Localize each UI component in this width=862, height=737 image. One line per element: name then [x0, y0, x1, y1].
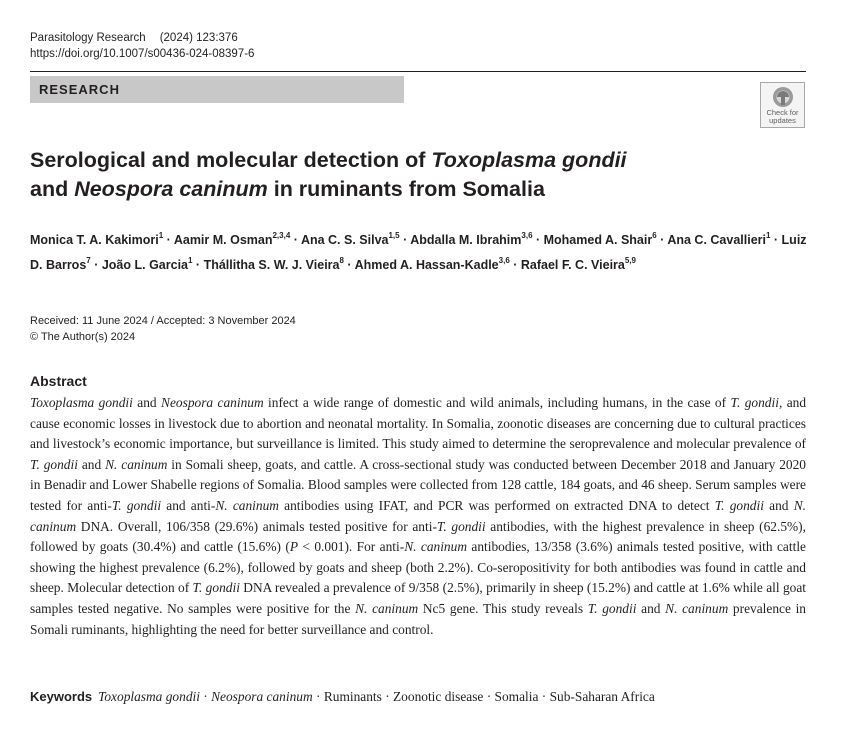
keyword-separator: · [312, 689, 324, 704]
abstract-text-run: antibodies, with the highest prevalence in sheep (62.5%), followed by goats (30.4%) and cattle (15.6%) ( [30, 518, 806, 555]
keywords-label: Keywords [30, 689, 93, 704]
keyword-separator: · [199, 689, 212, 704]
author-entry[interactable] [544, 233, 657, 247]
abstract-text-run: antibodies using IFAT, and PCR was performed on extracted DNA to detect [278, 497, 715, 513]
article-type-banner [30, 76, 404, 103]
journal-meta [30, 30, 254, 62]
author-name: Aamir M. Osman [173, 233, 273, 248]
received-accepted-dates: Received: 11 June 2024 / Accepted: 3 November 2024 [30, 315, 296, 327]
keyword-separator: · [483, 689, 495, 704]
author-entry[interactable] [410, 233, 532, 247]
keyword: Sub-Saharan Africa [549, 689, 655, 704]
author-name: Monica T. A. Kakimori [30, 233, 159, 248]
abstract-italic-term: T. gondii [111, 497, 162, 513]
abstract-text-run: and [763, 497, 794, 513]
abstract-italic-term: Neospora caninum [161, 395, 264, 410]
author-separator: · [656, 233, 668, 248]
author-name: Ana C. Cavallieri [667, 233, 766, 248]
author-entry[interactable] [30, 233, 163, 247]
author-entry[interactable] [174, 233, 290, 247]
author-affiliation: 7 [86, 256, 91, 266]
author-affiliation: 3,6 [498, 256, 510, 266]
keyword: Zoonotic disease [393, 689, 484, 704]
author-name: Luiz D. Barros [30, 233, 807, 273]
article-title [30, 146, 750, 204]
abstract-text-run: < 0.001). For anti- [298, 539, 405, 555]
author-separator: · [163, 233, 174, 248]
author-separator: · [192, 258, 204, 273]
keywords-line [30, 687, 810, 707]
author-list [30, 226, 810, 276]
abstract-italic-term: T. gondii [436, 518, 486, 534]
author-separator: · [399, 233, 411, 248]
keyword-separator: · [538, 689, 550, 704]
title-species1: Toxoplasma gondii [431, 148, 627, 172]
title-part3: in ruminants from Somalia [267, 177, 545, 201]
author-separator: · [90, 258, 102, 273]
keyword: Ruminants [323, 689, 382, 704]
author-separator: · [532, 233, 544, 248]
abstract-italic-term: N. caninum [215, 497, 279, 513]
abstract-italic-term: N. caninum [30, 497, 806, 534]
author-separator: · [290, 233, 301, 248]
author-name: João L. Garcia [101, 258, 188, 273]
author-affiliation: 8 [339, 256, 344, 266]
header-rule [30, 71, 806, 72]
journal-name: Parasitology Research [30, 32, 146, 44]
author-affiliation: 2,3,4 [272, 231, 291, 240]
abstract-italic-term: T. gondii [30, 456, 78, 472]
keywords-list [98, 689, 655, 704]
abstract-italic-term: N. caninum [105, 456, 168, 472]
author-name: Mohamed A. Shair [543, 233, 653, 248]
check-for-updates-text [761, 109, 804, 125]
journal-citation-line [30, 30, 254, 46]
abstract-italic-term: Toxoplasma gondii [30, 395, 133, 410]
title-part2: and [30, 177, 75, 201]
keyword-separator: · [381, 689, 393, 704]
title-part1: Serological and molecular detection of [30, 148, 432, 172]
abstract-italic-term: N. caninum [355, 600, 419, 616]
abstract-text-run: antibodies, 13/358 (3.6%) animals tested positive, with cattle showing the highest prevalence (6.2%), followed by goats and sheep (both 2.2%). Co-seropositivity for both antibodies was found in cattle and sheep. Molecular detection of [30, 539, 806, 596]
abstract-italic-term: P [289, 539, 298, 555]
abstract-text-run: , and cause economic losses in livestock due to abortion and neonatal mortality. In Somalia, zoonotic diseases are concerning due to cultural practices and livestock’s economic importance, but surveillance is limited. This study aimed to determine the seroprevalence and molecular prevalence of [30, 395, 807, 452]
author-name: Ana C. S. Silva [300, 233, 389, 248]
article-type-label: RESEARCH [39, 82, 120, 97]
author-affiliation: 6 [652, 231, 657, 240]
keyword: Somalia [494, 689, 539, 704]
title-species2: Neospora caninum [74, 177, 268, 201]
abstract-text-run: Nc5 gene. This study reveals [418, 600, 588, 616]
author-separator: · [770, 233, 782, 248]
author-affiliation: 5,9 [624, 256, 636, 266]
abstract-text-run: and [132, 395, 162, 410]
crossmark-icon [772, 86, 794, 108]
copyright-notice: © The Author(s) 2024 [30, 331, 136, 343]
author-affiliation: 1,5 [388, 231, 400, 240]
abstract-text-run: DNA. Overall, 106/358 (29.6%) animals tested positive for anti- [76, 518, 437, 534]
abstract-text-run: prevalence in Somali ruminants, highlighting the need for better surveillance and control. [30, 600, 806, 637]
doi-link[interactable]: https://doi.org/10.1007/s00436-024-08397-6 [30, 48, 255, 60]
abstract-italic-term: T. gondii [714, 497, 764, 513]
abstract-body [30, 393, 806, 640]
abstract-italic-term: T. gondii [730, 395, 779, 410]
author-entry[interactable] [667, 233, 770, 247]
author-separator: · [343, 258, 355, 273]
journal-citation: (2024) 123:376 [159, 32, 238, 44]
abstract-italic-term: N. caninum [404, 539, 467, 555]
keyword: Toxoplasma gondii [98, 689, 200, 704]
article-dates [30, 313, 296, 345]
author-name: Ahmed A. Hassan-Kadle [354, 258, 499, 273]
abstract-text-run: in Somali sheep, goats, and cattle. A cross-sectional study was conducted between December 2018 and January 2020 in Benadir and Lower Shabelle regions of Somalia. Blood samples were collected from 128 cattle, 184 goats, and 46 sheep. Serum samples were tested for anti- [30, 456, 806, 513]
abstract-heading: Abstract [30, 373, 87, 389]
author-affiliation: 1 [765, 231, 771, 240]
check-for-updates-badge[interactable] [760, 82, 805, 128]
author-entry[interactable] [301, 233, 400, 247]
author-name: Abdalla M. Ibrahim [410, 233, 522, 248]
author-entry[interactable] [204, 258, 344, 272]
keyword: Neospora caninum [211, 689, 313, 704]
author-entry[interactable] [521, 258, 636, 272]
check-updates-line1: Check for [766, 108, 799, 117]
abstract-italic-term: T. gondii [192, 580, 240, 596]
author-separator: · [509, 258, 521, 273]
abstract-text-run: and [636, 600, 666, 616]
author-affiliation: 3,6 [521, 231, 533, 240]
abstract-italic-term: N. caninum [665, 600, 729, 616]
author-name: Rafael F. C. Vieira [520, 258, 625, 273]
abstract-text-run: infect a wide range of domestic and wild animals, including humans, in the case of [263, 395, 731, 410]
author-entry[interactable] [355, 258, 510, 272]
author-affiliation: 1 [158, 231, 164, 240]
abstract-text-run: and anti- [161, 497, 216, 513]
abstract-text-run: and [77, 456, 106, 472]
abstract-text-run: DNA revealed a prevalence of 9/358 (2.5%), primarily in sheep (15.2%) and cattle at 1.6% while all goat samples tested negative. No samples were positive for the [30, 580, 806, 616]
author-affiliation: 1 [188, 256, 193, 266]
author-name: Thállitha S. W. J. Vieira [203, 258, 340, 273]
check-updates-line2: updates [769, 116, 796, 125]
author-entry[interactable] [102, 258, 193, 272]
abstract-italic-term: T. gondii [587, 600, 637, 616]
